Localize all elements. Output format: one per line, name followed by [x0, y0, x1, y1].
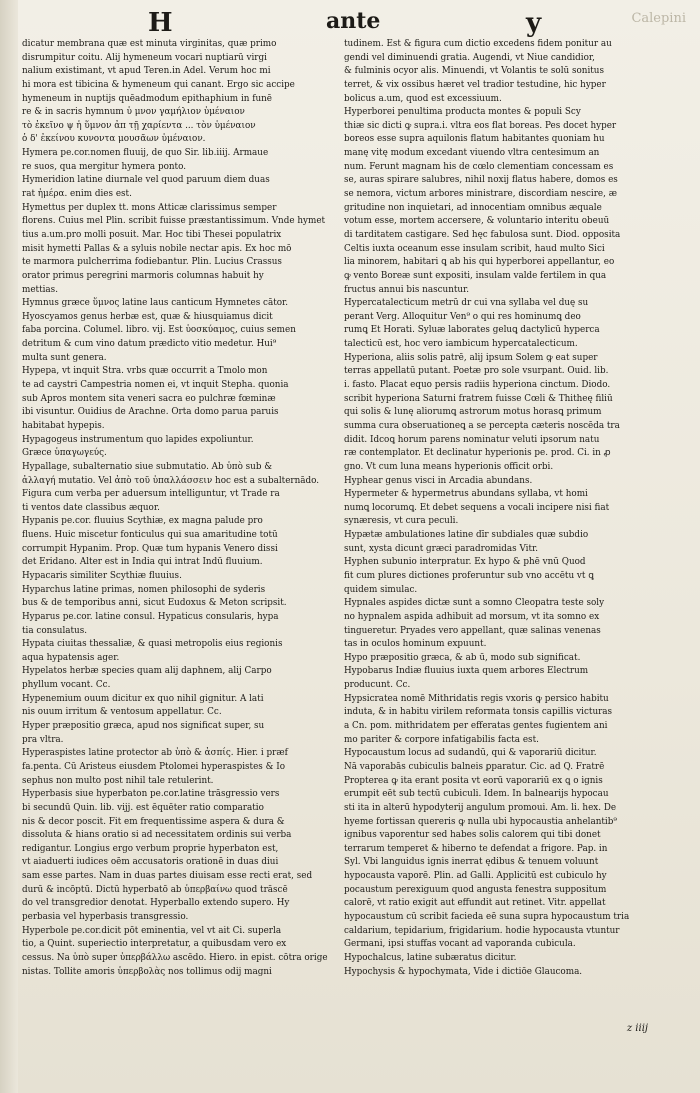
text-line: gno. Vt cum luna means hyperionis officit orbi.	[344, 461, 554, 472]
text-line: tas in oculos hominum expuunt.	[344, 639, 487, 650]
text-line: do vel transgredior denotat. Hyperballo extendo supero. Hy	[22, 898, 290, 909]
text-line: Hypallage, subalternatio siue submutatio. Ab ὑπὸ sub &	[22, 461, 273, 472]
text-line: disrumpitur coitu. Alij hymeneum vocari nuptiarū virgi	[22, 52, 267, 63]
text-line: boreos esse supra aquilonis flatum habitantes quoniam hu	[344, 134, 605, 145]
text-line: Germani, ipsi stuffas vocant ad vaporanda cubicula.	[344, 939, 576, 950]
text-line: Syl. Vbi languidus ignis inerrat ędibus & tenuem voluunt	[344, 857, 599, 868]
text-line: & fulminis ocyor alis. Minuendi, vt Volantis te solū sonitus	[344, 66, 604, 77]
text-line: pocaustum perexiguum quod angusta fenestra suppositum	[344, 884, 607, 895]
text-line: caldarium, tepidarium, frigidarium. hodie hypocausta vtuntur	[344, 925, 620, 936]
text-line: Celtis iuxta oceanum esse insulam scribit, haud multo Sici	[344, 243, 605, 254]
text-line: ræ contemplator. Et declinatur hyperionis pe. prod. Ci. in ꝓ	[344, 448, 611, 459]
text-line: Hypata ciuitas thessaliæ, & quasi metropolis eius regionis	[22, 639, 283, 650]
text-line: tius a.um.pro molli posuit. Mar. Hoc tibi Thesei populatrix	[22, 229, 282, 240]
text-line: se, auras spirare salubres, nihil noxij flatus habere, domos es	[344, 175, 618, 186]
text-line: Hypobarus Indiæ fluuius iuxta quem arbores Electrum	[344, 666, 589, 677]
text-line: producunt. Cc.	[344, 680, 411, 691]
text-line: re & in sacris hymnum ὑ μνον γαμήλιον ὑμέναιον	[22, 107, 245, 118]
text-line: a Cn. pom. mithridatem per efferatas gentes fugientem ani	[344, 721, 608, 732]
text-line: ἀλλαγή mutatio. Vel ἀπὸ τοῦ ὑπαλλάσσειν hoc est a subalternādo.	[22, 475, 320, 486]
text-line: di tarditatem castigare. Sed hęc fabulosa sunt. Diod. opposita	[344, 229, 621, 240]
text-line: ti ventos date classibus æquor.	[22, 502, 160, 513]
left-text-column	[22, 38, 352, 979]
text-line: num. Ferunt magnam his de cœlo clementiam concessam es	[344, 161, 614, 172]
text-line: scribit hyperiona Saturni fratrem fuisse Cœli & Thitheę filiū	[344, 393, 613, 404]
text-line: fluens. Huic miscetur fonticulus qui sua amaritudine totū	[22, 530, 278, 541]
bleed-through-text: Calepini	[631, 11, 686, 26]
text-line: phyllum vocant. Cc.	[22, 680, 111, 691]
text-line: didit. Idcoꝗ horum parens nominatur veluti ipsorum natu	[344, 434, 600, 445]
text-line: τὸ ἐκεῖνο ψ ἡ ὕμνον ἀπ τῇ χαρίεντα ... τὸν ὑμέναιον	[22, 120, 256, 131]
text-line: rumꝗ Et Horati. Syluæ laborates geluꝗ dactylicū hyperca	[344, 325, 600, 336]
text-line: Hyperbole pe.cor.dicit pōt eminentia, vel vt ait Ci. superla	[22, 925, 282, 936]
text-line: Hypercatalecticum metrū dr cui vna syllaba vel duę su	[344, 298, 589, 309]
text-line: quidem simulac.	[344, 584, 418, 595]
text-line: fit cum plures dictiones proferuntur sub vno accētu vt ꝗ	[344, 570, 594, 581]
text-line: dicatur membrana quæ est minuta virginitas, quæ primo	[22, 39, 277, 49]
signature-mark: z iiij	[626, 1023, 648, 1034]
text-line: habitabat hypepis.	[22, 420, 105, 431]
header-word: ante	[326, 8, 381, 34]
text-line: fa.penta. Cū Aristeus eiusdem Ptolomei hyperaspistes & Io	[22, 761, 286, 772]
text-line: bus & de temporibus anni, sicut Eudoxus & Meton scripsit.	[22, 598, 287, 609]
text-line: manę vitę modum excedant viuendo vltra centesimum an	[344, 148, 600, 159]
text-line: Hypermeter & hypermetrus abundans syllaba, vt homi	[344, 489, 588, 500]
text-line: hypocausta vaporē. Plin. ad Galli. Applicitū est cubiculo hy	[344, 871, 607, 882]
text-line: Hyperbasis siue hyperbaton pe.cor.latine trāsgressio vers	[22, 789, 280, 800]
text-line: aqua hypatensis ager.	[22, 652, 120, 663]
text-line: Propterea ꝙ ita erant posita vt eorū vaporariū ex ꝗ o ignis	[344, 775, 603, 786]
text-line: fructus annui bis nascuntur.	[344, 284, 470, 295]
text-line: Hypochalcus, latine subæratus dicitur.	[344, 952, 517, 963]
text-line: faba porcina. Columel. libro. vij. Est ὑοσκύαμος, cuius semen	[22, 325, 296, 336]
text-line: qui solis & lunę aliorumꝗ astrorum motus horasꝗ primum	[344, 407, 602, 418]
text-line: Hyperiona, aliis solis patrē, alij ipsum Solem ꝙ eat super	[344, 352, 598, 363]
text-line: hymeneum in nuptijs quēadmodum epithaphium in funē	[22, 93, 273, 104]
text-line: te ad caystri Campestria nomen ei, vt inquit Stepha. quonia	[22, 380, 289, 391]
right-text-column	[344, 38, 674, 979]
text-line: nistas. Tollite amoris ὑπερβολὰς nos tollimus odij magni	[22, 966, 272, 977]
text-line: Hyperaspistes latine protector ab ὑπὸ & ἀσπίς. Hier. i præf	[22, 748, 288, 759]
text-line: sti ita in alterū hypodyterij angulum promoui. Am. li. hex. De	[344, 802, 617, 813]
text-line: Hyphen subunio interpratur. Ex hypo & phē vnū Quod	[344, 557, 586, 568]
text-line: misit hymetti Pallas & a syluis nobile nectar apis. Ex hoc mō	[22, 243, 292, 254]
text-line: ꝙ vento Boreæ sunt expositi, insulam valde fertilem in qua	[344, 270, 607, 281]
text-line: Hyoscyamos genus herbæ est, quæ & hiusquiamus dicit	[22, 311, 273, 322]
text-line: nis ouum irritum & ventosum appellatur. Cc.	[22, 707, 222, 718]
text-line: talecticū est, hoc vero iambicum hypercatalecticum.	[344, 339, 578, 350]
text-line: terrarum temperet & hiberno te defendat a frigore. Pap. in	[344, 843, 608, 854]
text-line: florens. Cuius mel Plin. scribit fuisse præstantissimum. Vnde hymet	[22, 216, 326, 227]
text-line: Hypochysis & hypochymata, Vide i dictiōe Glaucoma.	[344, 966, 583, 977]
text-line: perant Verg. Alloquitur Ven⁹ o qui res hominumꝗ deo	[344, 311, 581, 322]
text-line: Græce ὑπαγωγεύς.	[22, 448, 107, 459]
text-line: det Eridano. Alter est in India qui intrat Indū fluuium.	[22, 557, 263, 568]
text-line: Hypagogeus instrumentum quo lapides expoliuntur.	[22, 434, 254, 445]
text-line: summa cura obseruationeꝗ a se percepta cæteris noscēda tra	[344, 420, 620, 431]
text-line: hyeme fortissan quereris ꝙ nulla ubi hypocaustia anhelantib⁹	[344, 816, 617, 827]
text-line: tio, a Quint. superiectio interpretatur, a quibusdam vero ex	[22, 939, 287, 950]
text-line: bolicus a.um, quod est excessiuum.	[344, 93, 502, 104]
text-line: te marmora pulcherrima fodiebantur. Plin. Lucius Crassus	[22, 257, 282, 268]
text-line: no hypnalem aspida adhibuit ad morsum, vt ita somno ex	[344, 611, 600, 622]
text-line: mo pariter & corpore infatigabilis facta est.	[344, 734, 539, 745]
text-line: detritum & cum vino datum prædicto vitio medetur. Hui⁹	[22, 339, 277, 350]
text-line: gritudine non inquietari, ad innocentiam omnibus æquale	[344, 202, 602, 213]
text-line: bi secundū Quin. lib. vijj. est ēquēter ratio comparatio	[22, 802, 264, 813]
text-line: corrumpit Hypanim. Prop. Quæ tum hypanis Venero dissi	[22, 543, 278, 554]
text-line: Hyparchus latine primas, nomen philosophi de syderis	[22, 584, 266, 595]
text-line: synæresis, vt cura peculi.	[344, 516, 459, 527]
text-line: re suos, qua mergitur hymera ponto.	[22, 161, 187, 172]
text-line: numꝗ locorumꝗ. Et debet sequens a vocali incipere nisi fiat	[344, 502, 610, 513]
text-line: erumpit eēt sub tectū cubiculi. Idem. In balnearijs hypocau	[344, 789, 609, 800]
text-line: ibi visuntur. Ouidius de Arachne. Orta domo parua paruis	[22, 407, 279, 418]
text-line: cessus. Na ὑπὸ super ὑπερβάλλω ascēdo. Hiero. in epist. cōtra orige	[22, 952, 328, 963]
text-line: Hyphear genus visci in Arcadia abundans.	[344, 475, 533, 486]
text-line: Hymettus per duplex tt. mons Atticæ clarissimus semper	[22, 202, 277, 213]
text-line: tudinem. Est & figura cum dictio excedens fidem ponitur au	[344, 39, 612, 49]
text-line: Hypenemium ouum dicitur ex quo nihil gignitur. A lati	[22, 693, 264, 704]
text-line: Hypelatos herbæ species quam alij daphnem, alij Carpo	[22, 666, 272, 677]
text-line: ignibus vaporentur sed habes solis calorem qui tibi donet	[344, 830, 601, 841]
text-line: durū & incōptū. Dictū hyperbatō ab ὑπερβαίνω quod trāscē	[22, 884, 288, 895]
text-line: sam esse partes. Nam in duas partes diuisam esse recti erat, sed	[22, 871, 313, 882]
text-line: Hypo præpositio græca, & ab ū, modo sub significat.	[344, 652, 581, 663]
text-line: orator primus peregrini marmoris columnas habuit hy	[22, 270, 264, 281]
text-line: terret, & vix ossibus hæret vel tradior testudine, hic hyper	[344, 79, 606, 90]
text-line: ὁ δ' ἐκείνου κυνοντα μουσᾶων ὑμέναιον.	[22, 134, 206, 145]
text-line: Figura cum verba per aduersum intelliguntur, vt Trade ra	[22, 489, 280, 500]
text-line: multa sunt genera.	[22, 352, 107, 363]
text-line: hi mora est tibicina & hymeneum qui canant. Ergo sic accipe	[22, 79, 295, 90]
text-line: Hypepa, vt inquit Stra. vrbs quæ occurrit a Tmolo mon	[22, 366, 268, 377]
text-line: Hyperborei penultima producta montes & populi Scy	[344, 107, 581, 118]
text-line: Hymera pe.cor.nomen fluuij, de quo Sir. lib.iiij. Armaue	[22, 148, 269, 159]
text-line: Hypætæ ambulationes latine dīr subdiales quæ subdio	[344, 530, 589, 541]
text-line: sunt, xysta dicunt græci paradromidas Vitr.	[344, 543, 539, 554]
text-line: rat ἡμέρα. enim dies est.	[22, 189, 132, 200]
text-line: votum esse, mortem accersere, & voluntario interitu obeuū	[344, 216, 610, 227]
page-binding-edge	[0, 0, 18, 1093]
text-line: nalium existimant, vt apud Teren.in Adel. Verum hoc mi	[22, 66, 271, 77]
text-line: vt aiaduerti iudices oēm accusatoris orationē in duas diui	[22, 857, 279, 868]
text-line: thiæ sic dicti ꝙ supra.i. vltra eos flat boreas. Pes docet hyper	[344, 120, 617, 131]
text-line: perbasia vel hyperbasis transgressio.	[22, 912, 189, 922]
text-line: mettias.	[22, 284, 58, 295]
text-line: nis & decor poscit. Fit em frequentissime aspera & dura &	[22, 816, 285, 827]
text-line: dissoluta & hians oratio si ad necessitatem ordinis sui verba	[22, 830, 292, 841]
text-line: sub Apros montem sita veneri sacra eo pulchræ fœminæ	[22, 393, 276, 404]
text-line: se nemora, victum arbores ministrare, discordiam nescire, æ	[344, 189, 617, 200]
text-line: sephus non multo post nihil tale retulerint.	[22, 775, 214, 786]
text-line: Hypacaris similiter Scythiæ fluuius.	[22, 570, 182, 581]
text-line: i. fasto. Placat equo persis radiis hyperiona cinctum. Diodo.	[344, 380, 611, 391]
text-line: hypocaustum cū scribit facieda eē suna supra hypocaustum tria	[344, 912, 630, 922]
text-line: Hypsicratea nomē Mithridatis regis vxoris ꝙ persico habitu	[344, 693, 609, 704]
text-line: calorē, vt ratio exigit aut effundit aut retinet. Vitr. appellat	[344, 898, 606, 909]
text-line: Hymnus græce ὕμνος latine laus canticum Hymnetes cātor.	[22, 298, 289, 309]
text-line: Nā vaporabās cubiculis balneis ꝑparatur. Cic. ad Q. Fratrē	[344, 761, 605, 772]
text-line: Hyper præpositio græca, apud nos significat super, su	[22, 721, 265, 732]
header-letter: H	[148, 8, 175, 38]
text-line: pra vltra.	[22, 734, 64, 745]
text-line: Hypanis pe.cor. fluuius Scythiæ, ex magna palude pro	[22, 516, 263, 527]
text-line: Hypocaustum locus ad sudandū, qui & vaporariū dicitur.	[344, 748, 597, 759]
header-letter-right: y	[526, 8, 542, 38]
text-line: tia consulatus.	[22, 625, 88, 636]
text-line: lia minorem, habitari ꝗ ab his qui hyperborei appellantur, eo	[344, 257, 615, 268]
text-line: terras appellatū putant. Poetæ pro sole vsurpant. Ouid. lib.	[344, 366, 609, 377]
text-line: Hyparus pe.cor. latine consul. Hypaticus consularis, hypa	[22, 611, 279, 622]
text-line: Hypnales aspides dictæ sunt a somno Cleopatra teste soly	[344, 598, 605, 609]
text-line: induta, & in habitu virilem reformata tonsis capillis victuras	[344, 707, 613, 718]
text-line: tingueretur. Pryades vero appellant, quæ salinas venenas	[344, 625, 601, 636]
text-line: gendi vel diminuendi gratia. Augendi, vt Niue candidior,	[344, 52, 595, 63]
text-line: Hymeridion latine diurnale vel quod paruum diem duas	[22, 175, 270, 186]
text-line: redigantur. Longius ergo verbum proprie hyperbaton est,	[22, 843, 279, 854]
